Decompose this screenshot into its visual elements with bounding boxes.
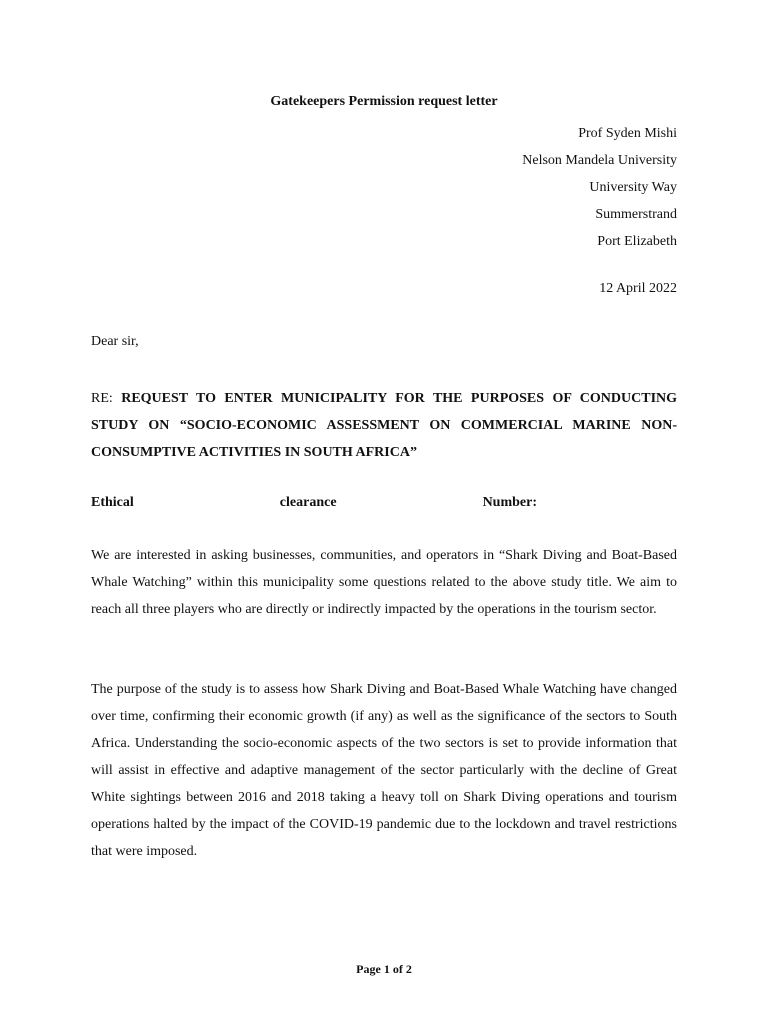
body-paragraph-2: The purpose of the study is to assess how Shark Diving and Boat-Based Whale Watching have changed over time, confirming their economic growth (if any) as well as the significance of the sectors to South Africa. Understanding the socio-economic aspects of the two sectors is set to provide information that will assist in effective and adaptive management of the sector particularly with the decline of Great White sightings between 2016 and 2018 taking a heavy toll on Shark Diving operations and tourism operations halted by the impact of the COVID-19 pandemic due to the lockdown and travel restrictions that were imposed.	[91, 682, 677, 859]
body-paragraph-1: We are interested in asking businesses, communities, and operators in “Shark Diving and Boat-Based Whale Watching” within this municipality some questions related to the above study title. We aim to reach all three players who are directly or indirectly impacted by the operations in the tourism sector.	[91, 548, 677, 617]
address-line-institution: Nelson Mandela University	[522, 153, 677, 168]
ethical-clearance-line	[91, 495, 537, 511]
clearance-word: clearance	[279, 495, 337, 510]
address-line-city: Port Elizabeth	[597, 234, 677, 249]
salutation: Dear sir,	[91, 334, 139, 349]
letter-date: 12 April 2022	[599, 281, 677, 296]
page-number: Page 1 of 2	[356, 962, 412, 976]
subject-line	[91, 385, 677, 466]
address-line-suburb: Summerstrand	[595, 207, 677, 222]
ethical-word: Ethical	[91, 495, 134, 510]
address-line-name: Prof Syden Mishi	[578, 126, 677, 141]
number-word: Number:	[482, 495, 537, 510]
subject-text: REQUEST TO ENTER MUNICIPALITY FOR THE PURPOSES OF CONDUCTING STUDY ON “SOCIO-ECONOMIC ASSESSMENT ON COMMERCIAL MARINE NON-CONSUMPTIVE ACTIVITIES IN SOUTH AFRICA”	[91, 391, 678, 460]
letter-title: Gatekeepers Permission request letter	[270, 94, 498, 109]
address-line-street: University Way	[589, 180, 677, 195]
recipient-address	[522, 120, 677, 255]
subject-label: RE:	[91, 391, 113, 406]
